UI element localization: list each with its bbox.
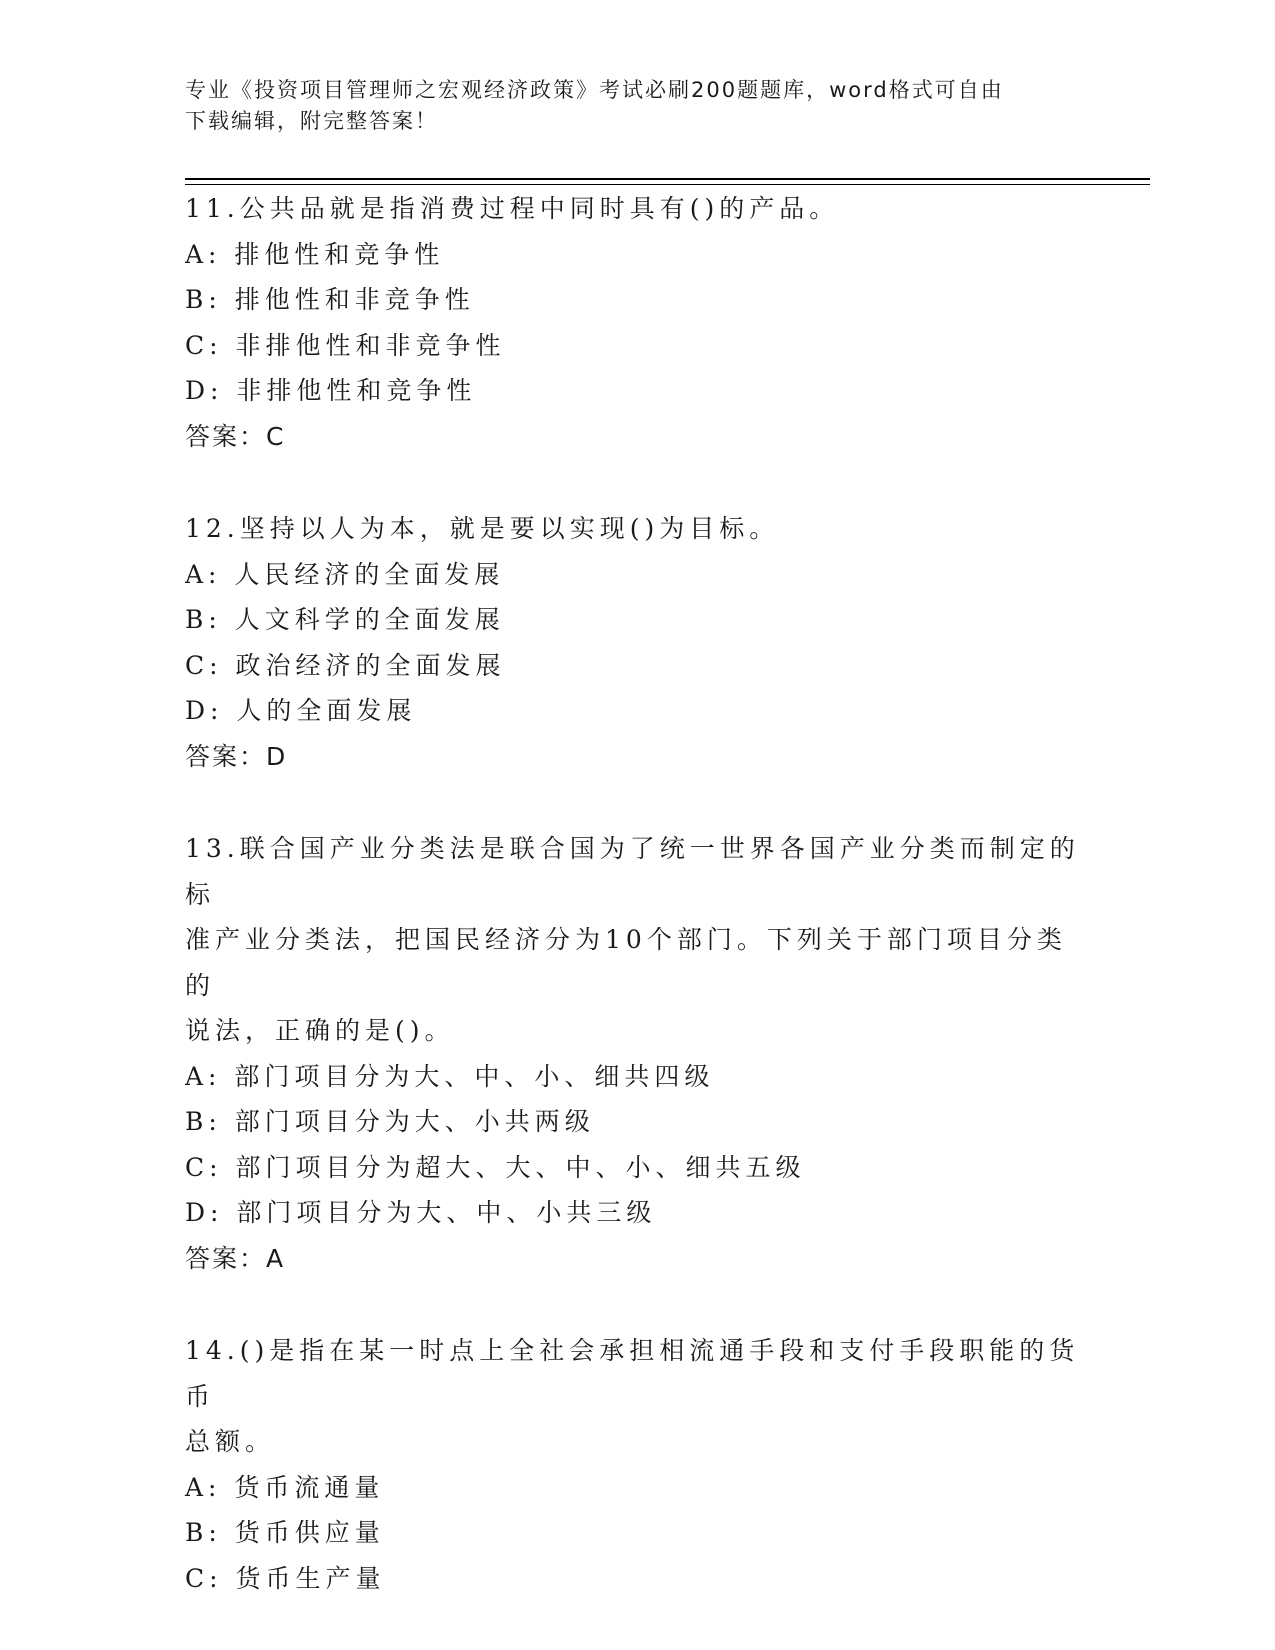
answer-option: B: 货币供应量 bbox=[185, 1518, 385, 1547]
question-stem-line: 准产业分类法，把国民经济分为10个部门。下列关于部门项目分类的 bbox=[185, 925, 1067, 1000]
question-block bbox=[185, 1328, 1080, 1601]
question-stem bbox=[185, 506, 1080, 552]
header-line: 下载编辑，附完整答案！ bbox=[185, 109, 438, 133]
answer-option: B: 排他性和非竞争性 bbox=[185, 285, 475, 314]
question-stem-line: 12.坚持以人为本，就是要以实现()为目标。 bbox=[185, 514, 780, 543]
answer-option: A: 排他性和竞争性 bbox=[185, 239, 445, 269]
question-stem-line: 14.()是指在某一时点上全社会承担相流通手段和支付手段职能的货币 bbox=[185, 1336, 1080, 1411]
answer-option: A: 部门项目分为大、中、小、细共四级 bbox=[185, 1061, 715, 1091]
header-line: 专业《投资项目管理师之宏观经济政策》考试必刷200题题库，word格式可自由 bbox=[185, 78, 1004, 102]
answer-option: D: 非排他性和竞争性 bbox=[185, 376, 477, 405]
answer-option: D: 部门项目分为大、中、小共三级 bbox=[185, 1198, 657, 1227]
question-stem bbox=[185, 1328, 1080, 1465]
answer-option: C: 部门项目分为超大、大、中、小、细共五级 bbox=[185, 1152, 806, 1182]
header-divider-thin bbox=[185, 184, 1150, 185]
question-stem bbox=[185, 826, 1080, 1054]
answer-option: B: 部门项目分为大、小共两级 bbox=[185, 1107, 595, 1136]
question-stem bbox=[185, 186, 1080, 232]
question-list bbox=[185, 186, 1080, 1648]
header-divider-thick bbox=[185, 178, 1150, 180]
document-header bbox=[185, 75, 1065, 137]
answer-option: C: 非排他性和非竞争性 bbox=[185, 330, 506, 360]
answer-option: A: 人民经济的全面发展 bbox=[185, 559, 505, 589]
answer-option: D: 人的全面发展 bbox=[185, 696, 417, 725]
answer-option: B: 人文科学的全面发展 bbox=[185, 605, 505, 634]
answer-key: 答案：A bbox=[185, 1243, 286, 1273]
answer-key: 答案：C bbox=[185, 421, 286, 451]
question-stem-line: 13.联合国产业分类法是联合国为了统一世界各国产业分类而制定的标 bbox=[185, 834, 1080, 909]
question-stem-line: 总额。 bbox=[185, 1427, 276, 1456]
question-stem-line: 说法，正确的是()。 bbox=[185, 1016, 455, 1045]
answer-option: A: 货币流通量 bbox=[185, 1472, 385, 1502]
question-block bbox=[185, 826, 1080, 1281]
answer-key: 答案：D bbox=[185, 741, 288, 771]
answer-option: C: 货币生产量 bbox=[185, 1563, 386, 1593]
question-block bbox=[185, 506, 1080, 779]
answer-option: C: 政治经济的全面发展 bbox=[185, 650, 506, 680]
question-block bbox=[185, 186, 1080, 459]
question-stem-line: 11.公共品就是指消费过程中同时具有()的产品。 bbox=[185, 194, 840, 223]
